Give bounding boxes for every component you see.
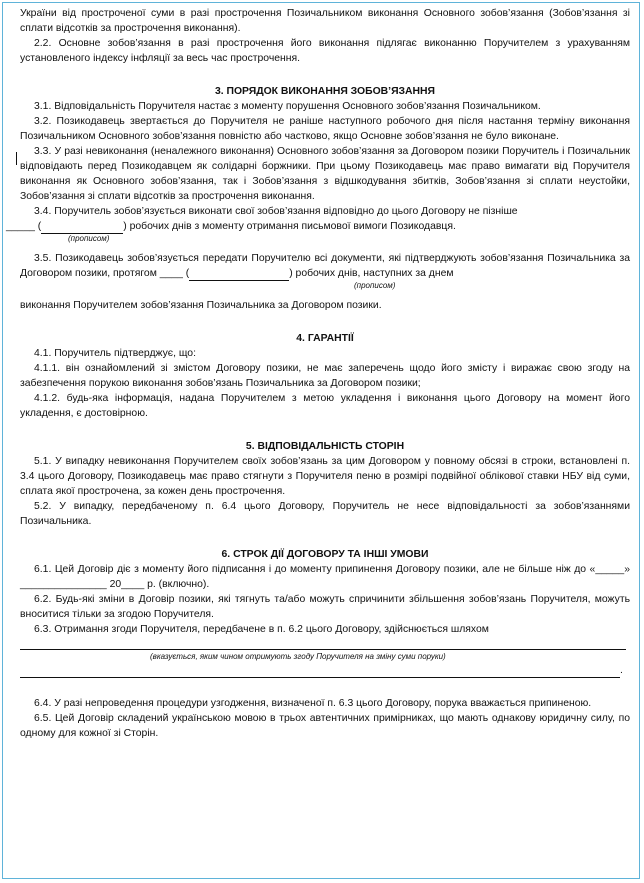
days-in-words-blank-2[interactable] (189, 268, 289, 281)
paragraph-3-4 (6, 204, 630, 234)
consent-method-line-1[interactable] (20, 637, 626, 650)
caption-in-words-2: (прописом) (354, 281, 396, 290)
line-end-period: . (620, 665, 623, 676)
paragraph-6-3: 6.3. Отримання згоди Поручителя, передбачене в п. 6.2 цього Договору, здійснюється шляхом (34, 624, 489, 635)
paragraph-3-4-blank-start: _____ ( (6, 221, 42, 232)
caption-in-words: (прописом) (68, 234, 110, 243)
paragraph-3-1: 3.1. Відповідальність Поручителя настає з моменту порушення Основного зобов’язання Позичальником. (34, 101, 541, 112)
paragraph-3-3: 3.3. У разі невиконання (неналежного виконання) Основного зобов’язання за Договором позики Поручитель і Позичальник відповідають перед Позикодавцем як солідарні боржники. При цьому Позикодавець має право вимагати від Поручителя виконання як Основного зобов’язання, так і Зобов’язання з відшкодування збитків, Зобов’язання зі сплати неустойки, Зобов’язання зі сплати відсотків за прострочення виконання. (20, 146, 630, 202)
paragraph-2-2: 2.2. Основне зобов’язання в разі прострочення його виконання підлягає виконанню Поручителем з урахуванням установленого індексу інфляції за весь час прострочення. (20, 38, 630, 64)
paragraph-6-1: 6.1. Цей Договір діє з моменту його підписання і до моменту припинення Договору позики, але не більше ніж до «_____» _______________ 20____ р. (включно). (20, 564, 630, 590)
paragraph-6-5: 6.5. Цей Договір складений українською мовою в трьох автентичних примірниках, що мають однакову юридичну силу, по одному для кожної зі Сторін. (20, 713, 630, 739)
paragraph-continuation: України від простроченої суми в разі прострочення Позичальником виконання Основного зобов’язання (Зобов’язання зі сплати відсотків за прострочення виконання). (20, 8, 630, 34)
section-6-heading: 6. СТРОК ДІЇ ДОГОВОРУ ТА ІНШІ УМОВИ (221, 549, 429, 560)
paragraph-3-4-text-end: ) робочих днів з моменту отримання письмової вимоги Позикодавця. (123, 221, 456, 232)
paragraph-6-4: 6.4. У разі непроведення процедури узгодження, визначеної п. 6.3 цього Договору, порука вважається припиненою. (34, 698, 592, 709)
caption-consent-method: (вказується, яким чином отримують згоду Поручителя на зміну суми поруки) (150, 652, 446, 661)
document-body (6, 8, 630, 741)
paragraph-4-1-1: 4.1.1. він ознайомлений зі змістом Договору позики, не має заперечень щодо його змісту і виражає свою згоду на забезпечення порукою виконання зобов’язань Позичальника за Договором позики; (20, 363, 630, 389)
paragraph-3-5 (20, 251, 630, 281)
paragraph-3-2: 3.2. Позикодавець звертається до Поручителя не раніше наступного робочого дня після настання терміну виконання Позичальником Основного зобов’язання повністю або частково, якщо Основне зобов’язання не було виконане. (20, 116, 630, 142)
paragraph-3-4-text: 3.4. Поручитель зобов’язується виконати свої зобов’язання відповідно до цього Договору не пізніше (34, 206, 518, 217)
paragraph-4-1-2: 4.1.2. будь-яка інформація, надана Поручителем з метою укладення і виконання цього Договору на момент його укладення, є достовірною. (20, 393, 630, 419)
section-3-heading: 3. ПОРЯДОК ВИКОНАННЯ ЗОБОВ’ЯЗАННЯ (214, 86, 436, 97)
section-5-heading: 5. ВІДПОВІДАЛЬНІСТЬ СТОРІН (245, 441, 405, 452)
paragraph-5-1: 5.1. У випадку невиконання Поручителем своїх зобов’язань за цим Договором у повному обсязі в строки, встановлені п. 3.4 цього Договору, Позикодавець має право стягнути з Поручителя пеню в розмірі подвійної облікової ставки НБУ від суми, сплата якої прострочена, за кожен день прострочення. (20, 456, 630, 497)
paragraph-3-5-text: 3.5. Позикодавець зобов’язується передати Поручителю всі документи, які підтверджують зобов’язання Позичальника за Договором позики, протягом ____ ( (20, 253, 630, 279)
paragraph-6-2: 6.2. Будь-які зміни в Договір позики, які тягнуть та/або можуть спричинити збільшення зобов’язань Поручителя, можуть вноситися тільки за згодою Поручителя. (20, 594, 630, 620)
paragraph-3-5-text-mid: ) робочих днів, наступних за днем (289, 268, 454, 279)
section-4-heading: 4. ГАРАНТІЇ (296, 333, 354, 344)
paragraph-3-5-end: виконання Поручителем зобов’язання Позичальника за Договором позики. (20, 300, 382, 311)
paragraph-5-2: 5.2. У випадку, передбаченому п. 6.4 цього Договору, Поручитель не несе відповідальності за зобов’язаннями Позичальника. (20, 501, 630, 527)
days-in-words-blank[interactable] (41, 221, 123, 234)
consent-method-line-2[interactable] (20, 665, 620, 678)
document-page (2, 2, 640, 879)
paragraph-4-1: 4.1. Поручитель підтверджує, що: (34, 348, 196, 359)
text-cursor (16, 152, 17, 165)
